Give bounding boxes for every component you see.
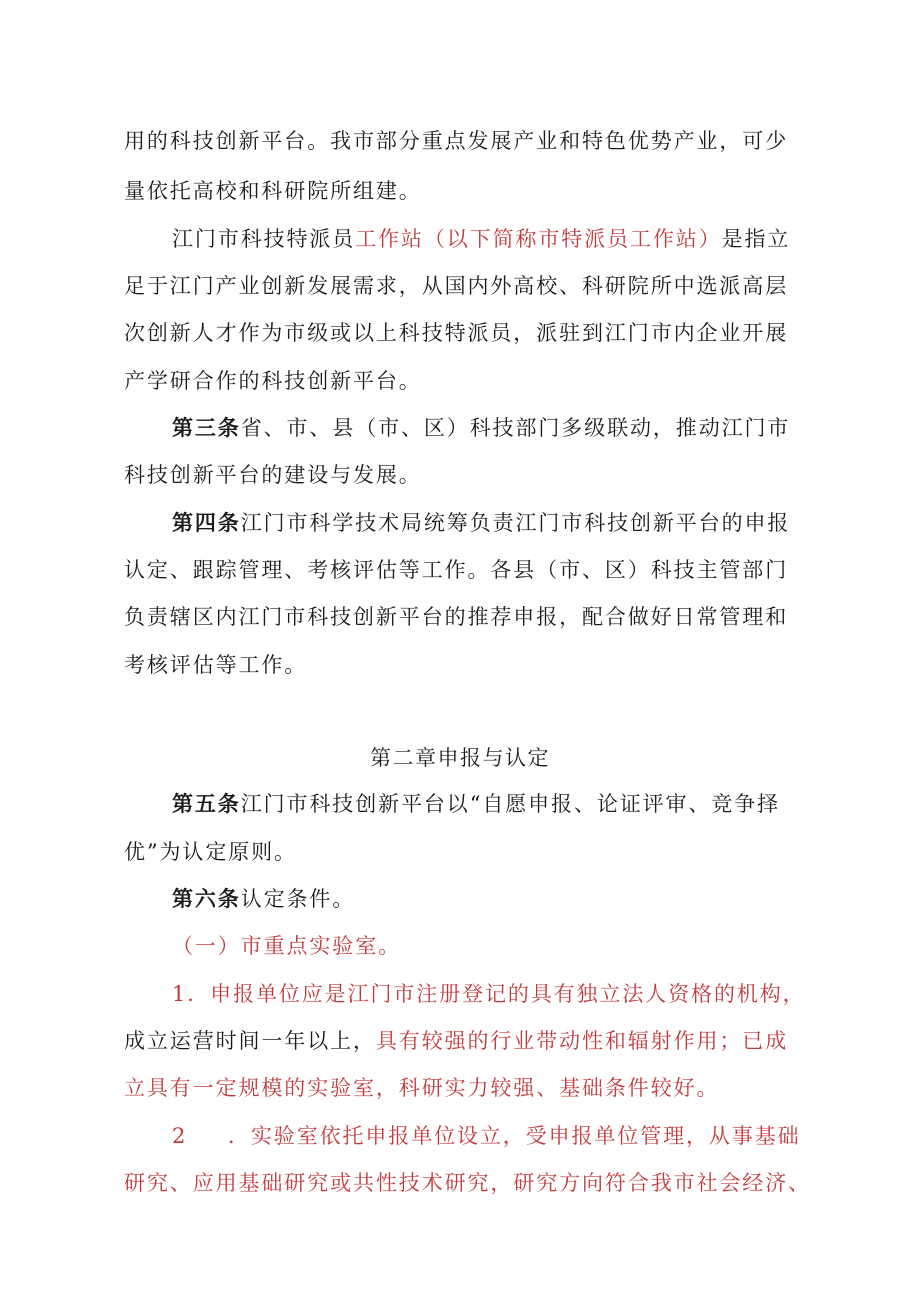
paragraph-line: 科技创新平台的建设与发展。 <box>124 463 422 487</box>
text-segment: 江门市科技特派员 <box>172 227 356 251</box>
highlighted-text: 具有较强的行业带动性和辐射作用；已成 <box>375 1029 789 1053</box>
article-number: 第三条 <box>172 415 241 440</box>
article-number: 第四条 <box>172 510 241 535</box>
text-segment: 认定条件。 <box>240 887 356 911</box>
article-three-line <box>172 413 862 443</box>
text-segment: 省、市、县（市、区）科技部门多级联动，推动江门市 <box>240 416 791 440</box>
article-six-line <box>172 884 862 914</box>
text-segment: 江门市科技创新平台以“自愿申报、论证评审、竞争择 <box>240 792 781 816</box>
paragraph-line <box>124 1026 814 1056</box>
highlighted-text: 工作站（以下简称市特派员工作站） <box>355 227 722 251</box>
text-segment: 是指立 <box>721 227 791 251</box>
article-four-line <box>172 508 862 538</box>
subsection-heading: （一）市重点实验室。 <box>172 934 401 958</box>
article-number: 第五条 <box>172 791 241 816</box>
paragraph-line: 负责辖区内江门市科技创新平台的推荐申报，配合做好日常管理和 <box>124 605 789 629</box>
chapter-heading: 第二章申报与认定 <box>370 746 550 770</box>
paragraph-line: 用的科技创新平台。我市部分重点发展产业和特色优势产业，可少 <box>124 129 789 153</box>
paragraph-line: 产学研合作的科技创新平台。 <box>124 369 422 393</box>
paragraph-line: 量依托高校和科研院所组建。 <box>124 179 422 203</box>
condition-item-1: 1．申报单位应是江门市注册登记的具有独立法人资格的机构， <box>172 982 806 1006</box>
paragraph-line: 认定、跟踪管理、考核评估等工作。各县（市、区）科技主管部门 <box>124 558 789 582</box>
item-number: 2 <box>172 1124 188 1148</box>
paragraph-line: 优”为认定原则。 <box>124 840 297 864</box>
article-five-line <box>172 789 862 819</box>
text-segment: 成立运营时间一年以上， <box>124 1029 376 1053</box>
paragraph-line: 立具有一定规模的实验室，科研实力较强、基础条件较好。 <box>124 1076 720 1100</box>
article-number: 第六条 <box>172 886 241 911</box>
text-segment: 江门市科学技术局统筹负责江门市科技创新平台的申报 <box>240 511 791 535</box>
condition-item-2 <box>172 1121 862 1151</box>
paragraph-line: 次创新人才作为市级或以上科技特派员，派驻到江门市内企业开展 <box>124 321 789 345</box>
text-segment: ．实验室依托申报单位设立，受申报单位管理，从事基础 <box>228 1124 801 1148</box>
paragraph-line: 考核评估等工作。 <box>124 653 308 677</box>
paragraph-line-workstation <box>172 224 862 254</box>
paragraph-line: 足于江门产业创新发展需求，从国内外高校、科研院所中选派高层 <box>124 274 789 298</box>
paragraph-line: 研究、应用基础研究或共性技术研究，研究方向符合我市社会经济、 <box>124 1171 811 1195</box>
